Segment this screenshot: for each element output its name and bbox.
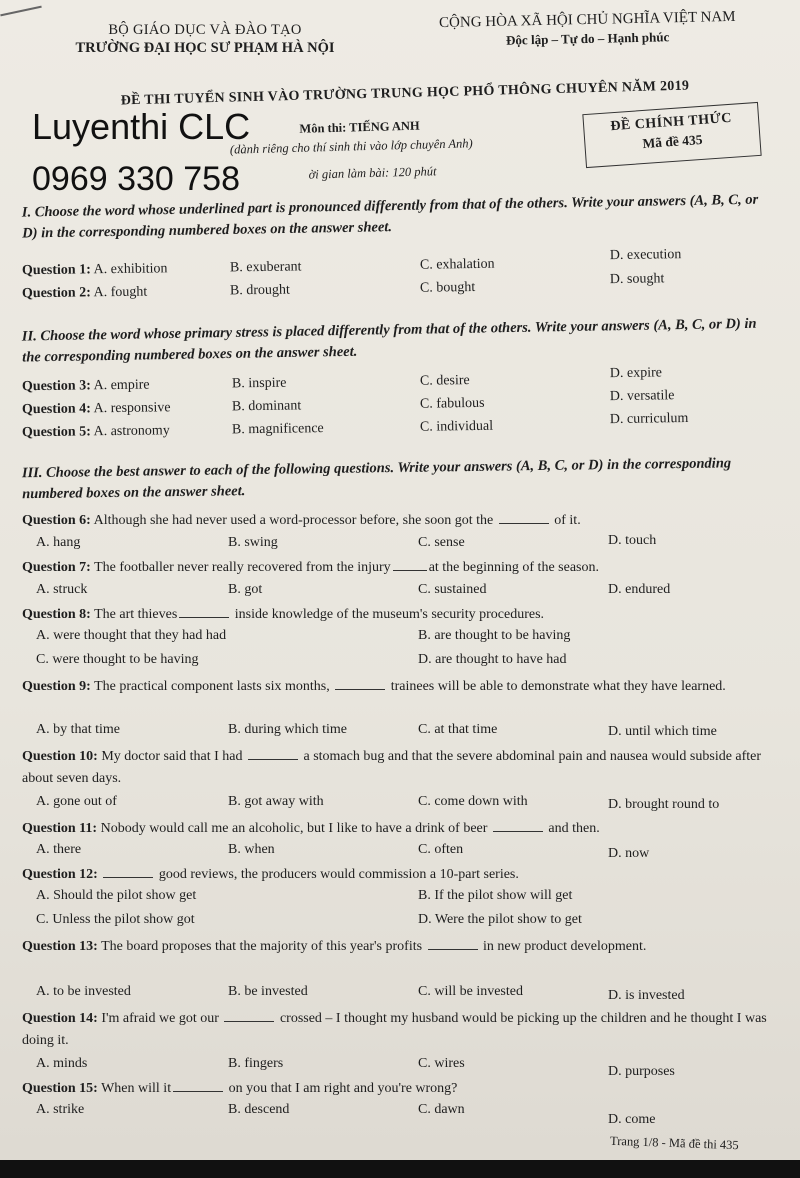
question-12-options-row1 [22, 888, 782, 910]
question-8-options-row1 [22, 628, 782, 650]
question-label: Question 4: [21, 401, 91, 418]
stem-text: trainees will be able to demonstrate what they have learned. [390, 679, 726, 694]
option-b: B. got [228, 582, 263, 597]
option-d: D. endured [608, 582, 671, 597]
option-b: B. swing [228, 535, 278, 550]
option-d: D. execution [609, 247, 682, 264]
bottom-bar [0, 1160, 800, 1178]
question-label: Question 10: [22, 749, 98, 764]
stem-text: of it. [554, 513, 581, 528]
question-label: Question 2: [21, 285, 91, 302]
section-1-title: I. Choose the word whose underlined part is pronounced differently from that of the others. Write your answers (A, B, C, or D) in the corresponding numbered boxes on the answer sheet. [21, 191, 759, 242]
question-label: Question 6: [22, 513, 91, 528]
option-c: C. often [418, 842, 464, 857]
stem-text: I'm afraid we got our [101, 1011, 219, 1026]
question-10-stem [22, 746, 784, 790]
answer-blank [179, 605, 229, 618]
option-d: D. purposes [608, 1064, 675, 1079]
answer-blank [499, 511, 549, 524]
question-13-options [22, 984, 782, 1006]
answer-blank [335, 677, 385, 690]
stem-text: The art thieves [94, 607, 178, 622]
question-8-options-row2 [22, 652, 782, 674]
question-11-options [22, 842, 782, 864]
stem-text: The footballer never really recovered from the injury [94, 560, 391, 575]
option-c: C. individual [419, 418, 494, 435]
option-d: D. until which time [608, 724, 717, 739]
option-b: B. are thought to be having [418, 628, 571, 643]
question-15-stem [22, 1078, 784, 1100]
stem-text: Although she had never used a word-processor before, she soon got the [93, 513, 494, 528]
question-7-stem [22, 557, 784, 579]
option-d: D. touch [608, 533, 657, 548]
option-c: C. come down with [418, 794, 528, 809]
option-a: A. hang [36, 535, 81, 550]
stem-text: My doctor said that I had [101, 749, 243, 764]
header-right [410, 8, 766, 50]
section-3-title: III. Choose the best answer to each of the following questions. Write your answers (A, B, C, or D) in the corresponding numbered boxes on the answer sheet. [21, 455, 732, 503]
option-b: B. drought [229, 282, 290, 299]
question-7-options [22, 582, 782, 604]
question-15-options [22, 1102, 782, 1127]
option-a: A. were thought that they had had [36, 628, 227, 643]
answer-blank [248, 747, 298, 760]
option-c: C. fabulous [419, 395, 485, 412]
option-c: C. desire [419, 373, 470, 389]
answer-blank [393, 558, 427, 571]
watermark-phone: 0969 330 758 [32, 160, 240, 198]
question-11-stem [22, 818, 784, 840]
option-d: D. Were the pilot show to get [418, 912, 582, 927]
option-b: B. be invested [228, 984, 308, 999]
question-label: Question 7: [22, 560, 91, 575]
option-a: A. by that time [36, 722, 120, 737]
option-b: B. fingers [228, 1056, 284, 1071]
header-left [40, 22, 370, 57]
option-d: D. now [608, 846, 650, 861]
question-8-stem [22, 604, 784, 626]
question-label: Question 8: [22, 607, 91, 622]
option-a: A. fought [93, 284, 148, 301]
exam-title: ĐỀ THI TUYỂN SINH VÀO TRƯỜNG TRUNG HỌC PHỔ THÔNG CHUYÊN NĂM 2019 [120, 78, 690, 109]
option-a: A. there [36, 842, 82, 857]
exam-duration: ời gian làm bài: 120 phút [308, 164, 437, 182]
answer-blank [493, 819, 543, 832]
option-d: D. are thought to have had [418, 652, 567, 667]
option-b: B. during which time [228, 722, 347, 737]
question-label: Question 1: [21, 262, 91, 279]
country-name: CỘNG HÒA XÃ HỘI CHỦ NGHĨA VIỆT NAM [438, 8, 736, 32]
question-label: Question 15: [22, 1081, 98, 1096]
option-b: B. If the pilot show will get [418, 888, 573, 903]
university-name: TRƯỜNG ĐẠI HỌC SƯ PHẠM HÀ NỘI [75, 40, 335, 56]
watermark-name: Luyenthi CLC [32, 106, 251, 147]
option-a: A. gone out of [36, 794, 117, 809]
option-a: A. strike [36, 1102, 85, 1117]
question-14-options [22, 1056, 782, 1078]
option-c: C. were thought to be having [36, 652, 199, 667]
question-label: Question 12: [22, 867, 98, 882]
stem-text: in new product development. [483, 939, 647, 954]
question-label: Question 13: [22, 939, 98, 954]
page-footer: Trang 1/8 - Mã đề thi 435 [609, 1133, 739, 1153]
option-b: B. got away with [228, 794, 324, 809]
option-a: A. astronomy [93, 423, 170, 440]
question-13-stem [22, 936, 784, 958]
question-label: Question 14: [22, 1011, 98, 1026]
subject-info [229, 114, 590, 183]
stem-text: When will it [101, 1081, 172, 1096]
stem-text: The practical component lasts six months, [94, 679, 330, 694]
question-6-options [22, 535, 782, 557]
option-a: A. exhibition [93, 261, 168, 278]
option-c: C. sustained [418, 582, 487, 597]
option-d: D. versatile [609, 388, 675, 405]
answer-blank [173, 1079, 223, 1092]
national-motto: Độc lập – Tự do – Hạnh phúc [505, 29, 670, 48]
option-c: C. will be invested [418, 984, 523, 999]
option-a: A. struck [36, 582, 88, 597]
stem-text: The board proposes that the majority of this year's profits [101, 939, 423, 954]
answer-blank [224, 1009, 274, 1022]
option-a: A. empire [93, 377, 150, 394]
option-c: C. at that time [418, 722, 498, 737]
option-d: D. brought round to [608, 797, 720, 812]
option-b: B. inspire [231, 375, 287, 392]
stem-text: Nobody would call me an alcoholic, but I like to have a drink of beer [100, 821, 488, 836]
option-c: C. wires [418, 1056, 465, 1071]
option-a: A. Should the pilot show get [36, 888, 197, 903]
stem-text: on you that I am right and you're wrong? [228, 1081, 458, 1096]
option-b: B. when [228, 842, 275, 857]
option-b: B. exuberant [229, 259, 302, 276]
option-a: A. minds [36, 1056, 88, 1071]
option-d: D. expire [609, 365, 663, 382]
corner-mark [0, 6, 41, 17]
question-14-stem [22, 1008, 784, 1052]
stem-text: crossed – I thought my husband would be picking up the children and he thought I was doing it. [22, 1011, 767, 1048]
section-2-title: II. Choose the word whose primary stress is placed differently from that of the others. Write your answers (A, B, C, or D) in the corresponding numbered boxes on the answer sheet. [21, 315, 757, 366]
ministry-name: BỘ GIÁO DỤC VÀ ĐÀO TẠO [108, 22, 302, 38]
option-a: A. responsive [93, 400, 171, 417]
official-stamp-box [582, 102, 761, 168]
stem-text: inside knowledge of the museum's security procedures. [234, 607, 545, 622]
stem-text: good reviews, the producers would commission a 10-part series. [158, 867, 519, 882]
answer-blank [428, 937, 478, 950]
answer-blank [103, 865, 153, 878]
option-d: D. is invested [608, 988, 685, 1003]
question-label: Question 11: [22, 821, 98, 836]
option-b: B. dominant [231, 398, 302, 415]
option-b: B. magnificence [231, 421, 324, 438]
question-9-stem [22, 676, 784, 698]
stem-text: and then. [548, 821, 600, 836]
option-a: A. to be invested [36, 984, 131, 999]
question-label: Question 3: [21, 378, 91, 395]
option-d: D. sought [609, 271, 665, 288]
official-label: ĐỀ CHÍNH THỨC [609, 110, 733, 135]
option-c: C. dawn [418, 1102, 465, 1117]
option-b: B. descend [228, 1102, 290, 1117]
question-10-options [22, 794, 782, 816]
option-c: C. exhalation [419, 256, 495, 273]
option-c: C. sense [418, 535, 465, 550]
stem-text: a stomach bug and that the severe abdominal pain and nausea would subside after about seven days. [22, 749, 762, 786]
exam-code: Mã đề 435 [642, 131, 703, 152]
question-12-options-row2 [22, 912, 782, 934]
question-12-stem [22, 864, 784, 886]
stem-text: at the beginning of the season. [428, 560, 599, 575]
question-6-stem [22, 510, 784, 532]
question-label: Question 9: [22, 679, 91, 694]
option-c: C. Unless the pilot show got [36, 912, 195, 927]
option-d: D. come [608, 1112, 656, 1127]
question-9-options [22, 722, 782, 744]
option-d: D. curriculum [609, 411, 689, 428]
subject-line: Môn thi: TIẾNG ANH [299, 118, 420, 136]
subject-note: (dành riêng cho thí sinh thi vào lớp chuyên Anh) [229, 136, 473, 157]
option-c: C. bought [419, 279, 476, 296]
question-label: Question 5: [21, 424, 91, 441]
